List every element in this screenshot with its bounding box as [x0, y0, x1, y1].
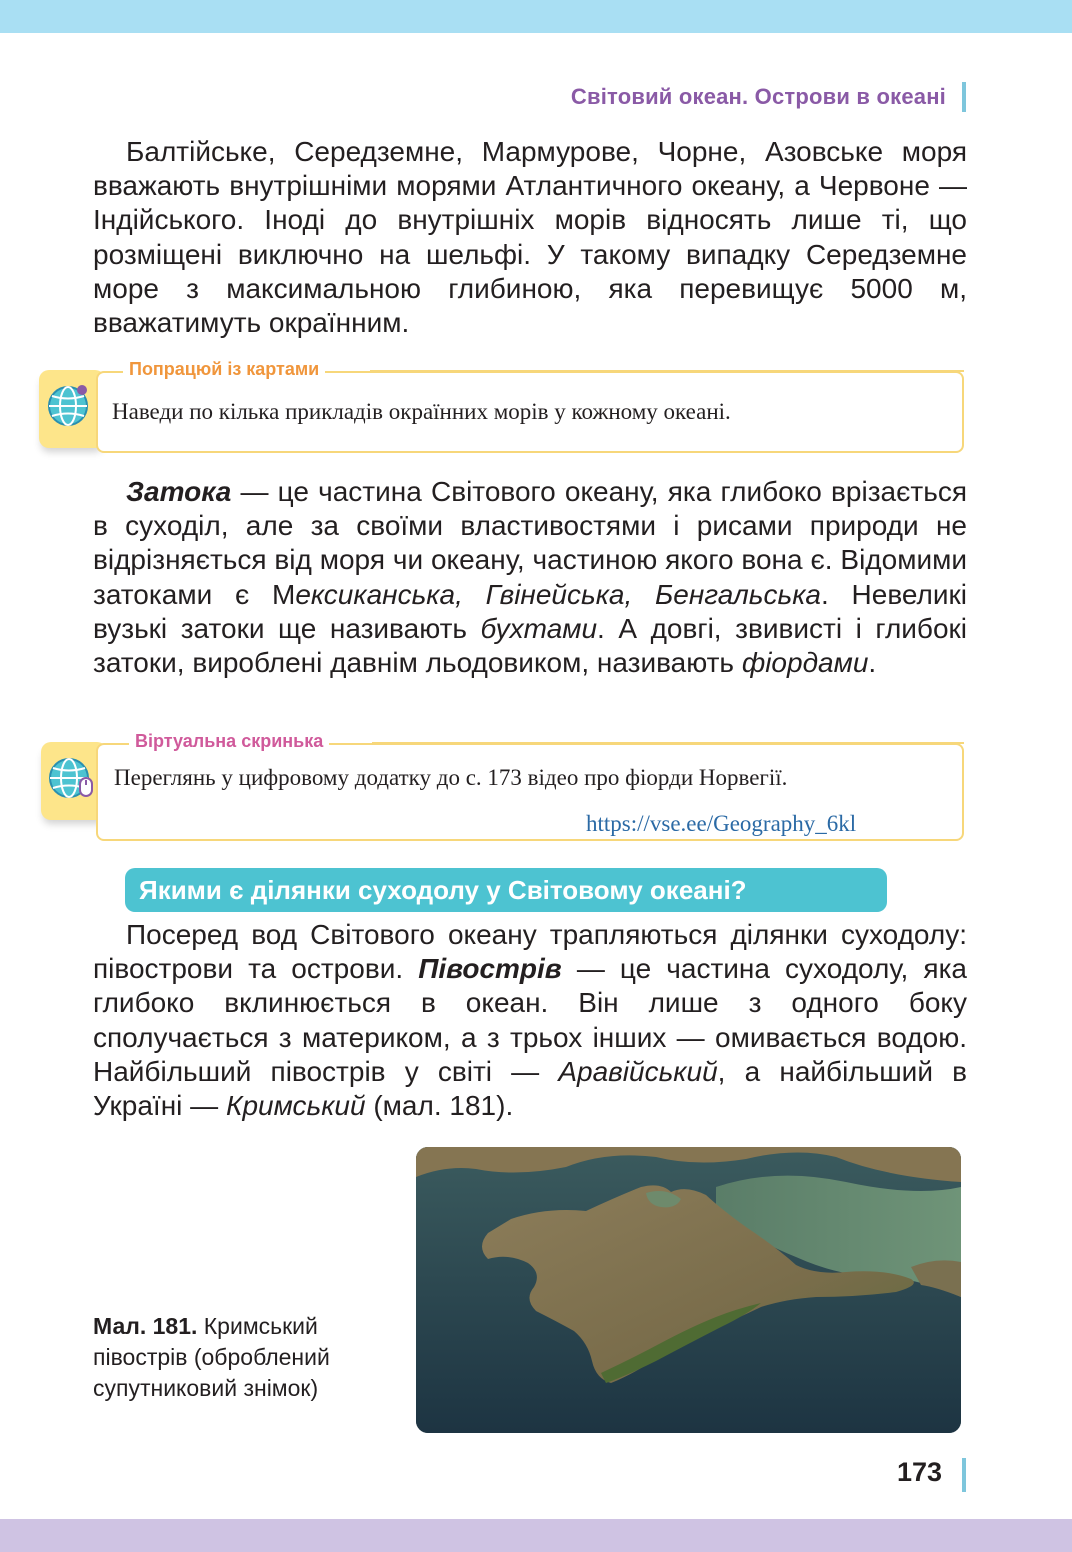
virtual-box-link[interactable]: https://vse.ee/Geography_6kl: [586, 811, 857, 836]
section-heading: Якими є ділянки суходолу у Світовому океані?: [125, 868, 887, 912]
paragraph-bays: Затока — це частина Світового океану, яка глибоко врізається в суходіл, але за своїми властивостями і рисами природи не відрізняється від моря чи океану, частиною якого вона є. Відомими затоками є Мексиканська, Гвінейська, Бенгальська. Невеликі вузькі затоки ще називають бухтами. А довгі, звивисті і глибокі затоки, вироблені давнім льодовиком, називають фіордами.: [93, 476, 968, 679]
globe-icon: [45, 382, 91, 430]
virtual-box: [96, 743, 964, 841]
map-task-title-rule: [370, 370, 964, 372]
paragraph-peninsulas: Посеред вод Світового океану трапляються ділянки суходолу: півострови та острови. Півострів — це частина суходолу, яка глибоко вклинюється в океан. Він лише з одного боку сполучається з материком, а з трьох інших — омивається водою. Найбільший півострів у світі — Аравійський, а найбільший в Україні — Кримський (мал. 181).: [93, 919, 968, 1122]
map-task-box: [96, 371, 964, 453]
virtual-box-title-rule: [372, 742, 964, 744]
crimea-satellite-drawing: [416, 1147, 961, 1433]
top-color-band: [0, 0, 1072, 33]
running-head-divider: [962, 82, 966, 112]
virtual-box-text: Переглянь у цифровому додатку до с. 173 відео про фіорди Норвегії.: [114, 765, 788, 790]
paragraph-inner-seas: Балтійське, Середземне, Мармурове, Чорне, Азовське моря вважають внутрішніми морями Атлантичного океану, а Червоне —Індійського. Іноді до внутрішніх морів відносять лише ті, що розміщені виключно на шельфі. У такому випадку Середземне море з максимальною глибиною, яка перевищує 5000 м, вважатимуть окраїнним.: [93, 136, 967, 339]
running-head-title: Світовий океан. Острови в океані: [570, 84, 946, 109]
figure-caption: Мал. 181. Кримський півострів (оброблений супутниковий знімок): [93, 1313, 330, 1401]
page-number: 173: [896, 1457, 942, 1487]
virtual-box-title: Віртуальна скринька: [129, 730, 329, 752]
globe-mouse-icon: [47, 754, 95, 802]
bottom-color-band: [0, 1519, 1072, 1552]
map-task-text: Наведи по кілька прикладів окраїнних морів у кожному океані.: [112, 399, 731, 424]
map-task-title: Попрацюй із картами: [123, 358, 325, 380]
crimea-satellite-image: [416, 1147, 961, 1433]
page-number-divider: [962, 1458, 966, 1492]
